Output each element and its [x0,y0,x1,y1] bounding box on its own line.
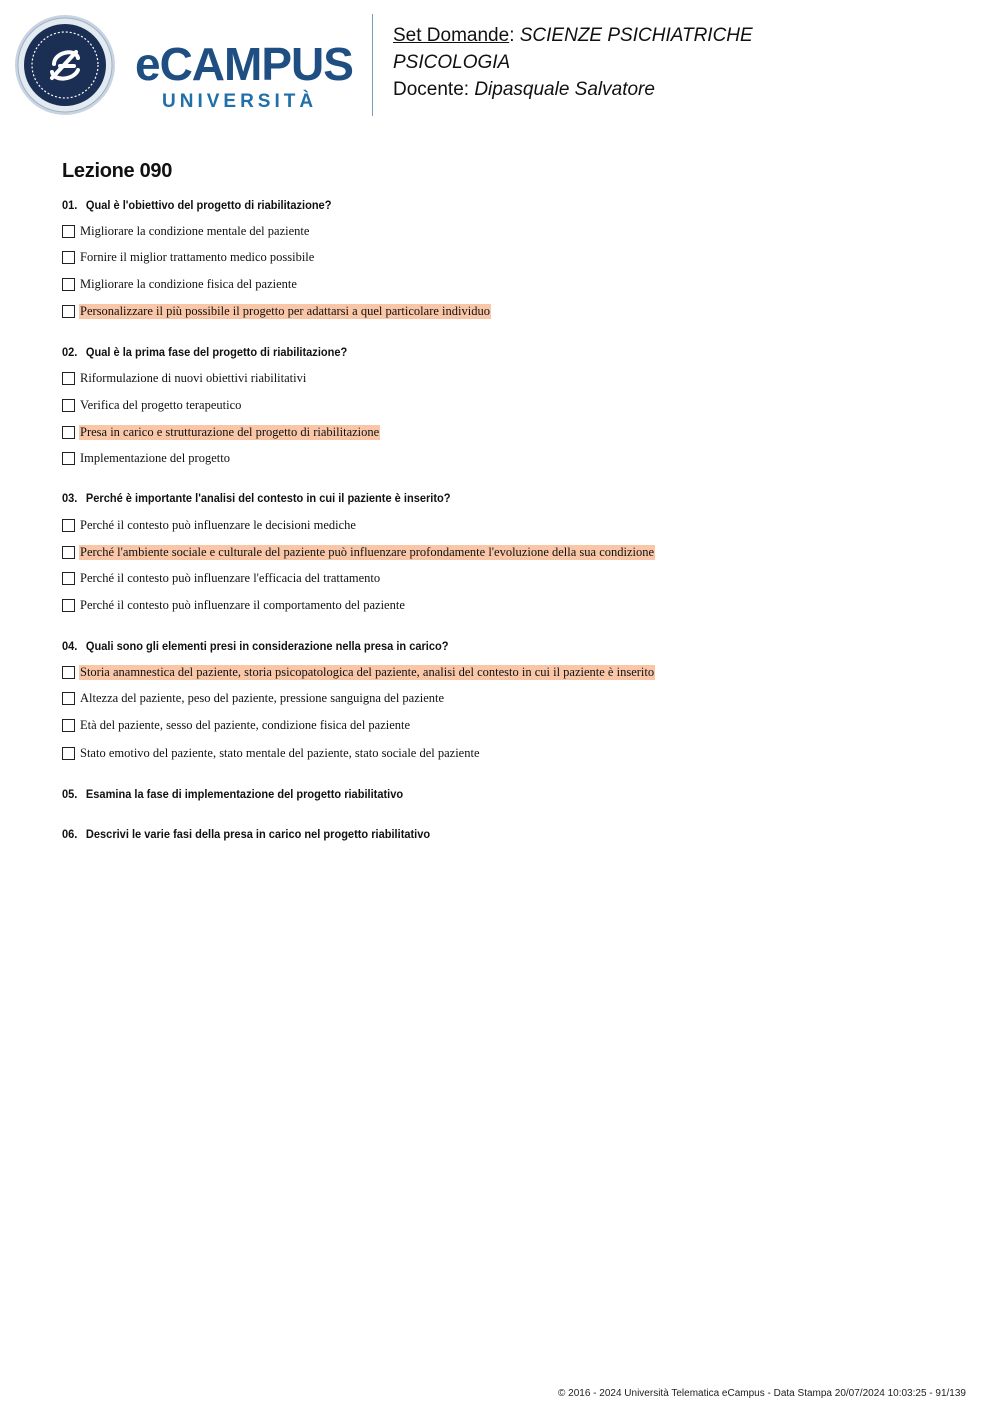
option-q2-c[interactable] [62,423,380,441]
question-04: 04. Quali sono gli elementi presi in considerazione nella presa in carico? [62,639,449,653]
question-text: Descrivi le varie fasi della presa in carico nel progetto riabilitativo [85,827,431,841]
brand-subtitle: UNIVERSITÀ [162,91,318,112]
question-text: Qual è la prima fase del progetto di riabilitazione? [85,345,348,359]
page-header [0,0,1000,130]
checkbox-icon[interactable] [62,519,75,532]
option-text: Perché il contesto può influenzare le decisioni mediche [80,517,356,532]
checkbox-icon[interactable] [62,692,75,705]
set-label: Set Domande [393,25,510,46]
checkbox-icon[interactable] [62,599,75,612]
page-footer: © 2016 - 2024 Università Telematica eCampus - Data Stampa 20/07/2024 10:03:25 - 91/139 [558,1388,966,1399]
option-q3-b[interactable] [62,543,655,561]
question-06: 06. Descrivi le varie fasi della presa in carico nel progetto riabilitativo [62,827,431,841]
option-text: Stato emotivo del paziente, stato mentale del paziente, stato sociale del paziente [80,745,480,760]
option-text: Perché il contesto può influenzare l'efficacia del trattamento [80,570,381,585]
header-divider [372,14,373,116]
checkbox-icon[interactable] [62,225,75,238]
checkbox-icon[interactable] [62,719,75,732]
option-q2-d[interactable] [62,449,231,467]
option-q4-a[interactable] [62,663,655,681]
checkbox-icon[interactable] [62,452,75,465]
option-q3-d[interactable] [62,596,406,614]
question-05: 05. Esamina la fase di implementazione del progetto riabilitativo [62,787,404,801]
docente-label: Docente: [393,79,470,100]
option-text-correct: Perché l'ambiente sociale e culturale del paziente può influenzare profondamente l'evoluzione della sua condizione [80,544,655,559]
set-value-cont: PSICOLOGIA [393,52,511,73]
option-text: Migliorare la condizione mentale del paziente [80,223,310,238]
option-text: Età del paziente, sesso del paziente, condizione fisica del paziente [80,717,411,732]
option-q4-c[interactable] [62,716,411,734]
set-info: Set Domande: SCIENZE PSICHIATRICHE PSICOLOGIA Docente: Dipasquale Salvatore [393,25,753,100]
question-text: Perché è importante l'analisi del contesto in cui il paziente è inserito? [85,491,451,505]
option-text-correct: Presa in carico e strutturazione del progetto di riabilitazione [80,424,380,439]
checkbox-icon[interactable] [62,426,75,439]
option-q2-a[interactable] [62,369,307,387]
option-text: Perché il contesto può influenzare il comportamento del paziente [80,597,405,612]
option-q4-d[interactable] [62,744,481,762]
checkbox-icon[interactable] [62,278,75,291]
option-text: Implementazione del progetto [80,450,230,465]
checkbox-icon[interactable] [62,251,75,264]
option-q1-c[interactable] [62,275,298,293]
question-text: Qual è l'obiettivo del progetto di riabilitazione? [85,198,332,212]
question-03: 03. Perché è importante l'analisi del contesto in cui il paziente è inserito? [62,491,451,505]
option-q3-c[interactable] [62,569,381,587]
option-q1-d[interactable] [62,302,491,320]
option-q3-a[interactable] [62,516,357,534]
option-q2-b[interactable] [62,396,242,414]
option-text: Fornire il miglior trattamento medico possibile [80,249,315,264]
option-text-correct: Storia anamnestica del paziente, storia psicopatologica del paziente, analisi del contesto in cui il paziente è inserito [80,664,655,679]
option-text: Migliorare la condizione fisica del paziente [80,276,297,291]
option-q1-b[interactable] [62,248,315,266]
option-q4-b[interactable] [62,689,445,707]
checkbox-icon[interactable] [62,399,75,412]
docente-value: Dipasquale Salvatore [474,79,655,100]
brand-wordmark: eCAMPUS [135,38,353,90]
question-01: 01. Qual è l'obiettivo del progetto di riabilitazione? [62,198,332,212]
option-q1-a[interactable] [62,222,310,240]
checkbox-icon[interactable] [62,372,75,385]
lesson-title: Lezione 090 [62,160,173,182]
checkbox-icon[interactable] [62,572,75,585]
ecampus-logo [14,14,359,116]
set-value: SCIENZE PSICHIATRICHE [519,25,753,46]
option-text: Altezza del paziente, peso del paziente, pressione sanguigna del paziente [80,690,445,705]
checkbox-icon[interactable] [62,305,75,318]
question-02: 02. Qual è la prima fase del progetto di riabilitazione? [62,345,348,359]
option-text: Riformulazione di nuovi obiettivi riabilitativi [80,370,307,385]
option-text-correct: Personalizzare il più possibile il progetto per adattarsi a quel particolare individuo [80,303,490,318]
option-text: Verifica del progetto terapeutico [80,397,242,412]
checkbox-icon[interactable] [62,747,75,760]
question-text: Quali sono gli elementi presi in considerazione nella presa in carico? [85,639,449,653]
checkbox-icon[interactable] [62,666,75,679]
question-text: Esamina la fase di implementazione del progetto riabilitativo [85,787,404,801]
checkbox-icon[interactable] [62,546,75,559]
